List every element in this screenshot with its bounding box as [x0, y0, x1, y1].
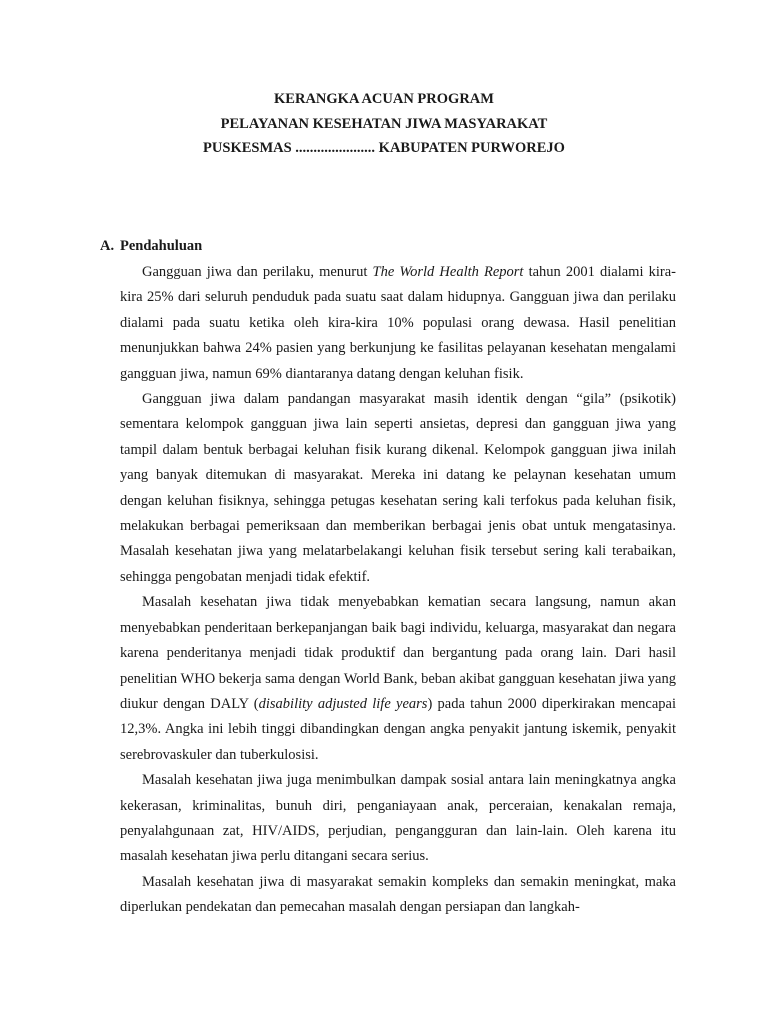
paragraph-2: Gangguan jiwa dalam pandangan masyarakat masih identik dengan “gila” (psikotik) sementara kelompok gangguan jiwa lain seperti ansietas, depresi dan gangguan jiwa yang tampil dalam bentuk berbagai keluhan fisik kurang dikenal. Kelompok gangguan jiwa inilah yang banyak ditemukan di masyarakat. Mereka ini datang ke pelaynan kesehatan umum dengan keluhan fisiknya, sehingga petugas kesehatan sering kali terfokus pada keluhan fisik, melakukan berbagai pemeriksaan dan memberikan berbagai jenis obat untuk mengatasinya. Masalah kesehatan jiwa yang melatarbelakangi keluhan fisik tersebut sering kali terabaikan, sehingga pengobatan menjadi tidak efektif.	[120, 391, 676, 585]
paragraph-3-text-b: ) pada tahun 2000 diperkirakan mencapai 12,3%. Angka ini lebih tinggi dibandingkan dengan angka penyakit jantung iskemik, penyakit serebrovaskuler dan tuberkulosisi.	[120, 695, 676, 763]
paragraph-3	[120, 590, 676, 768]
section-letter: A.	[100, 238, 115, 254]
paragraph-1-text-a: Gangguan jiwa dan perilaku, menurut	[142, 264, 373, 280]
body-text	[120, 260, 676, 921]
section-heading	[100, 236, 202, 256]
paragraph-1-text-b: tahun 2001 dialami kira-kira 25% dari seluruh penduduk pada suatu saat dalam hidupnya. Gangguan jiwa dan perilaku dialami pada suatu ketika oleh kira-kira 10% populasi orang dewasa. Hasil penelitian menunjukkan bahwa 24% pasien yang berkunjung ke fasilitas pelayanan kesehatan mengalami gangguan jiwa, namun 69% diantaranya datang dengan keluhan fisik.	[120, 264, 676, 382]
paragraph-3-italic: disability adjusted life years	[258, 695, 428, 712]
paragraph-5: Masalah kesehatan jiwa di masyarakat semakin kompleks dan semakin meningkat, maka diperlukan pendekatan dan pemecahan masalah dengan persiapan dan langkah-	[120, 873, 676, 916]
section-title: Pendahuluan	[120, 238, 203, 254]
paragraph-3-text-a: Masalah kesehatan jiwa tidak menyebabkan kematian secara langsung, namun akan menyebabkan penderitaan berkepanjangan baik bagi individu, keluarga, masyarakat dan negara karena penderitanya menjadi tidak produktif dan bergantung pada orang lain. Dari hasil penelitian WHO bekerja sama dengan World Bank, beban akibat gangguan kesehatan jiwa yang diukur dengan DALY (	[120, 594, 676, 712]
paragraph-1-italic: The World Health Report	[372, 264, 524, 280]
title-line-3: PUSKESMAS ...................... KABUPATEN PURWOREJO	[203, 140, 565, 156]
document-title	[0, 87, 768, 161]
paragraph-4: Masalah kesehatan jiwa juga menimbulkan dampak sosial antara lain meningkatnya angka kekerasan, kriminalitas, bunuh diri, penganiayaan anak, perceraian, kenakalan remaja, penyalahgunaan zat, HIV/AIDS, perjudian, pengangguran dan lain-lain. Oleh karena itu masalah kesehatan jiwa perlu ditangani secara serius.	[120, 772, 676, 865]
paragraph-1	[120, 260, 676, 387]
title-line-2: PELAYANAN KESEHATAN JIWA MASYARAKAT	[220, 115, 548, 132]
title-line-1: KERANGKA ACUAN PROGRAM	[274, 91, 494, 107]
